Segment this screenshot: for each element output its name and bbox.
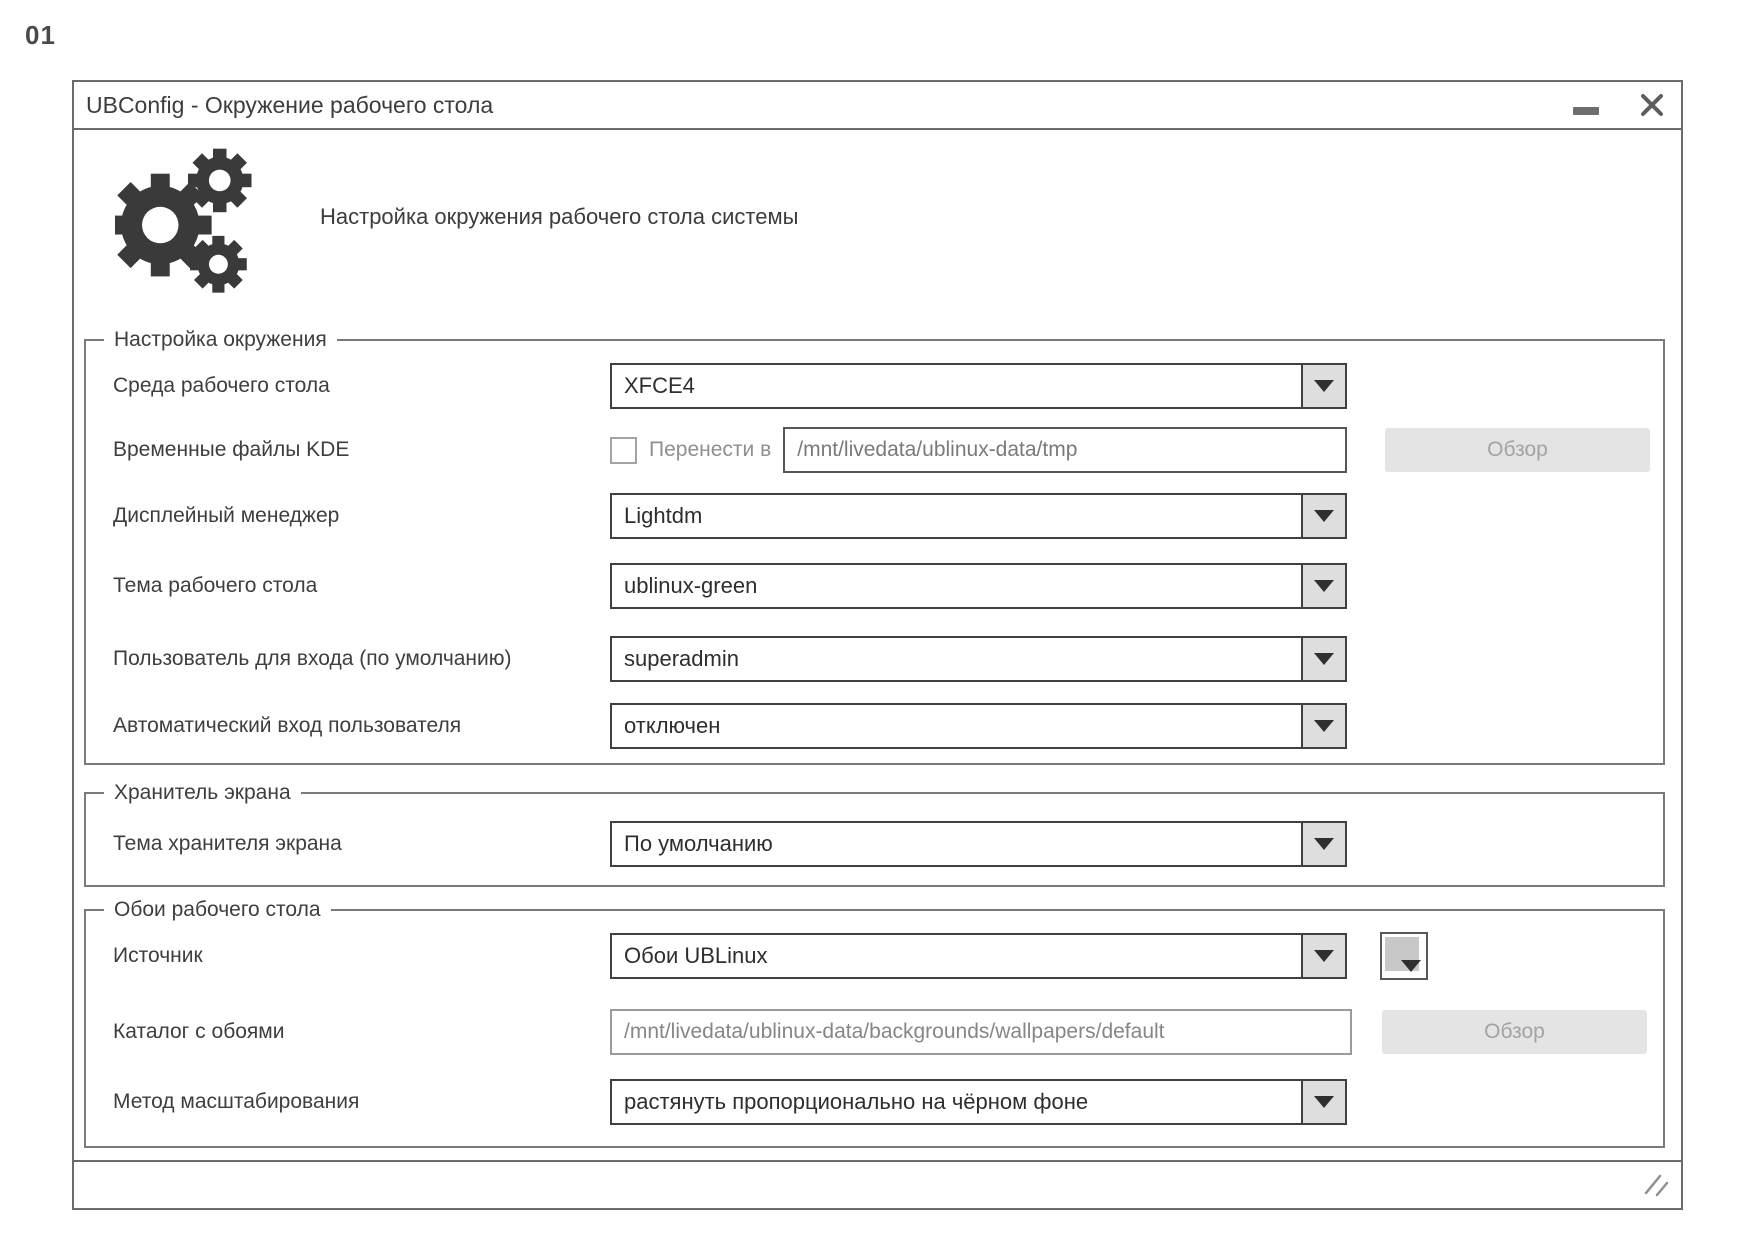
saver-theme-value: По умолчанию — [624, 831, 773, 856]
display-mgr-value: Lightdm — [624, 503, 703, 528]
minimize-icon — [1573, 107, 1599, 115]
resize-grip-icon[interactable] — [1643, 1172, 1671, 1198]
group-wallpaper-legend: Обои рабочего стола — [114, 898, 321, 921]
row-scaling — [113, 1078, 1650, 1126]
chevron-down-icon — [1314, 950, 1334, 962]
move-to-checkbox-label: Перенести в — [649, 438, 772, 461]
display-mgr-label: Дисплейный менеджер — [113, 504, 340, 527]
minimize-button[interactable] — [1573, 90, 1601, 120]
source-label: Источник — [113, 944, 203, 967]
row-display-mgr — [113, 492, 1650, 540]
desktop-env-value: XFCE4 — [624, 373, 695, 398]
close-icon — [1639, 92, 1665, 118]
desktop-env-label: Среда рабочего стола — [113, 374, 330, 397]
window-content — [74, 130, 1681, 1160]
chevron-down-icon — [1314, 1096, 1334, 1108]
chevron-down-icon — [1314, 510, 1334, 522]
window-title: UBConfig - Окружение рабочего стола — [86, 91, 494, 118]
source-dropdown[interactable] — [610, 933, 1347, 979]
row-source — [113, 932, 1650, 980]
auto-login-dropdown-arrow[interactable] — [1301, 705, 1345, 747]
scaling-dropdown[interactable] — [610, 1079, 1347, 1125]
scaling-label: Метод масштабирования — [113, 1090, 360, 1113]
chevron-down-icon — [1314, 580, 1334, 592]
display-mgr-dropdown-arrow[interactable] — [1301, 495, 1345, 537]
chevron-down-icon — [1314, 838, 1334, 850]
source-value: Обои UBLinux — [624, 943, 768, 968]
chevron-down-icon — [1314, 653, 1334, 665]
row-desktop-theme — [113, 562, 1650, 610]
login-user-dropdown-arrow[interactable] — [1301, 638, 1345, 680]
row-login-user — [113, 635, 1650, 683]
kde-tmp-path-input[interactable] — [783, 427, 1347, 473]
saver-theme-dropdown-arrow[interactable] — [1301, 823, 1345, 865]
login-user-dropdown[interactable] — [610, 636, 1347, 682]
desktop-env-dropdown-arrow[interactable] — [1301, 365, 1345, 407]
color-swatch-button[interactable] — [1380, 932, 1428, 980]
row-saver-theme — [113, 820, 1650, 868]
chevron-down-icon — [1401, 960, 1421, 972]
scaling-dropdown-arrow[interactable] — [1301, 1081, 1345, 1123]
wall-dir-label: Каталог с обоями — [113, 1020, 285, 1043]
desktop-theme-dropdown[interactable] — [610, 563, 1347, 609]
scaling-value: растянуть пропорционально на чёрном фоне — [624, 1089, 1089, 1114]
figure-label: 01 — [25, 20, 56, 50]
desktop-theme-value: ublinux-green — [624, 573, 758, 598]
chevron-down-icon — [1314, 720, 1334, 732]
group-environment-legend: Настройка окружения — [114, 328, 327, 351]
display-mgr-dropdown[interactable] — [610, 493, 1347, 539]
group-screensaver-legend: Хранитель экрана — [114, 781, 291, 804]
gears-icon — [115, 148, 265, 294]
login-user-value: superadmin — [624, 646, 739, 671]
wall-dir-browse-button[interactable]: Обзор — [1382, 1010, 1647, 1054]
status-bar — [74, 1160, 1681, 1208]
kde-tmp-label: Временные файлы KDE — [113, 438, 350, 461]
row-kde-tmp — [113, 426, 1650, 474]
close-button[interactable] — [1637, 90, 1667, 120]
wall-dir-path-input[interactable] — [610, 1009, 1352, 1055]
login-user-label: Пользователь для входа (по умолчанию) — [113, 647, 512, 670]
row-desktop-env — [113, 362, 1650, 410]
source-dropdown-arrow[interactable] — [1301, 935, 1345, 977]
desktop-theme-label: Тема рабочего стола — [113, 574, 318, 597]
saver-theme-label: Тема хранителя экрана — [113, 832, 342, 855]
row-wall-dir — [113, 1008, 1650, 1056]
title-bar — [74, 82, 1681, 130]
row-auto-login — [113, 702, 1650, 750]
desktop-theme-dropdown-arrow[interactable] — [1301, 565, 1345, 607]
kde-tmp-browse-button[interactable]: Обзор — [1385, 428, 1650, 472]
chevron-down-icon — [1314, 380, 1334, 392]
saver-theme-dropdown[interactable] — [610, 821, 1347, 867]
auto-login-dropdown[interactable] — [610, 703, 1347, 749]
ubconfig-window — [72, 80, 1683, 1210]
auto-login-label: Автоматический вход пользователя — [113, 714, 462, 737]
auto-login-value: отключен — [624, 713, 721, 738]
move-to-checkbox[interactable] — [610, 437, 637, 464]
page-subtitle: Настройка окружения рабочего стола системы — [320, 204, 799, 229]
desktop-env-dropdown[interactable] — [610, 363, 1347, 409]
window-controls — [1573, 90, 1667, 120]
